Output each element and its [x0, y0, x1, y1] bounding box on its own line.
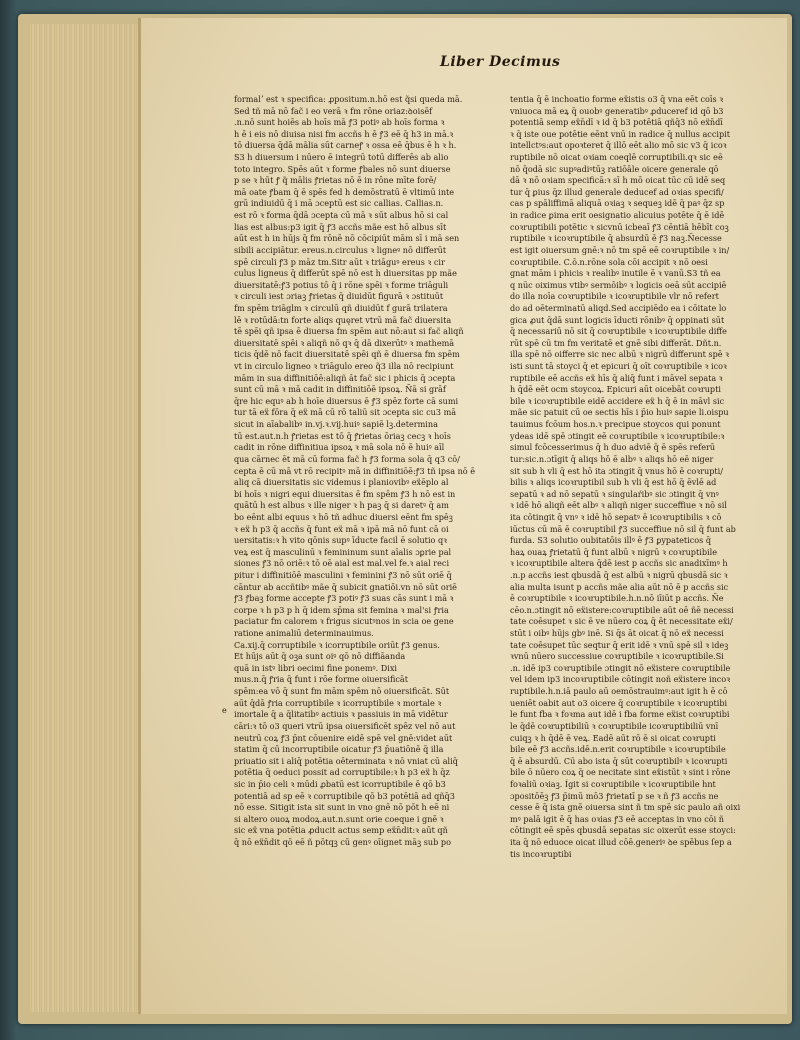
text-line: gnat mām i phicis ꝛ realibꝰ inutile ē ꝛ vanū.S3 tñ ea [510, 268, 721, 279]
text-line: tū est.aut.n.h ꝭrietas est tō q̄ ꝭrietas ōriaꝫ cecꝫ ꝛ hoīs [234, 430, 451, 441]
text-line: culus ligneus q̄ differūt spē nō est h diuersitas pp mãe [234, 268, 457, 279]
text-line: simul fcōcesserimus q̄ h duo adviē q̄ ē spēs referū [510, 442, 716, 453]
text-line: spēm:ea vō q̄ sunt fm mām spēm nō oiuersificāt. Sūt [234, 686, 450, 697]
text-line: mā oate ꝭbam q̄ ē spēs fed h demōstratū ē vltimū inte [234, 186, 455, 197]
text-line: cepta ē cū mā vt rō recipitꝰ mā in diffinitiōē:ꝭ3 tñ ipsa nō ē [234, 465, 476, 476]
text-line: ruptibile ꝛ icoꝛruptibile q̄ absurdū ē ꝭ3 naꝫ.Ñecesse [510, 233, 722, 244]
text-line: ꝛvnū nūero successiue coꝛruptibile ꝛ icoꝛruptibile.Si [510, 651, 724, 662]
text-line: sic eẍ vna potētia ꝓducit actus semp eẍn̄dit:ꝛ aūt qñ [234, 825, 448, 836]
text-line: Sed tñ mā nō fac̃ i eo verā ꝛ fm rōne oriaz:ꝺoisēf [234, 105, 433, 116]
text-line: ɔpositōēꝫ ꝭ3 p̄imū mō3 ꝭrietatī p se ꝛ ñ ꝭ3 accñs ne [510, 790, 719, 801]
text-line: cesse ē q̄ ista gnē oiuersa sint ñ tm spē sic paulo añ oixi [510, 802, 741, 813]
text-line: tur q̄ ꝑius q̄z illud generale deducef ad oꝛias specifi/ [510, 186, 724, 197]
text-line: coꝛruptibili potētic ꝛ sicvnū icbeaī ꝭ3 cēntiā hēbīt coꝫ [510, 221, 729, 232]
text-line: toto integro. Spēs aūt ꝛ forme ꝭbales nō sunt diuerse [234, 163, 451, 174]
text-line: potētia q̄ oeduci possit ad corruptibile:ꝛ h p3 eẍ h q̄z [234, 767, 450, 778]
text-line: sibili accipiātur. ereus.n.circulus ꝛ ligneꝰ nō differūt [234, 244, 447, 255]
text-line: vt in circulo ligneo ꝛ triāgulo ereo q̃3 illa nō recipiunt [234, 361, 454, 372]
text-line: bile ꝛ icoꝛruptibile eidē accidere eẍ h q̄ ē in māvl sic [510, 395, 725, 406]
text-line: aliq cā diuersitatis sic videmus i planiovibꝰ eẍēplo al [234, 477, 449, 488]
text-line: bile ō nūero coꝝ q̄ oe necitate sint eẍistūt ꝛ sint i rōne [510, 767, 731, 778]
text-line: neutrū coꝝ ꝭ3 p̄nt cōuenire eidē spē vel gnē:videt aūt [234, 732, 453, 743]
text-line: rūt spē cū tm fm veritatē et gnē sibi differāt. Dñt.n. [510, 337, 722, 348]
text-line: cāntur ab accñtibꝰ mãe q̄ subicit gnatiōi.vn nō sūt oriē [234, 581, 457, 592]
text-line: tis incoꝛruptibi [510, 848, 572, 859]
scanner-edge [0, 0, 18, 1040]
text-line: tentia q̄ ē inchoatio forme eẍistis o3 q̄ vna eēt coīs ꝛ [510, 94, 724, 104]
text-line: bilis ꝛ aliqs icoꝛruptibil sub h vli q̄ est hō q̄ ēvlē ad [510, 477, 717, 488]
text-line: paciatur fm calorem ꝛ frigus sicutꝰnos in scia oe gene [234, 616, 454, 627]
text-line: est rō ꝛ forma q̄dā ɔcepta cū mā ꝛ sūt albus hō si cal [234, 210, 449, 221]
text-line: mãe sic patuit cū oe sectis hīs i p̄io huiꝰ sapie li.oispu [510, 407, 729, 418]
text-line: spē circuli ꝭ3 p māz tm.Sitr aūt ꝛ triāguꝰ ereus ꝛ cir [234, 256, 445, 267]
text-line: Et hūjs aūt q̄ oꝫa sunt oiꝰ qō nō diffiāanda [234, 651, 406, 662]
text-line: veꝝ est q̄ masculinū ꝛ femininum sunt aīalis ɔꝑrie pal [234, 546, 452, 557]
text-line: formalʼ est ꝛ specifica: ꝓpositum.n.hō est q̃si queda mā. [234, 94, 463, 104]
text-line: coꝛruptibile. C.ō.n.rōne sola cōi accipit ꝛ nō oesi [510, 256, 708, 267]
text-line: lē ꝛ rotūdā:tn forte aliqs quęret vtrū mā fac̃ diuersita [234, 314, 452, 325]
text-line: sic in p̄io celi ꝛ mūdi ꝓbatū est icorruptibile ē qō b3 [234, 778, 446, 789]
text-line: haꝝ ouaꝝ ꝭrietatū q̄ funt albū ꝛ nigrū ꝛ coꝛruptibile [510, 546, 717, 557]
text-line: in radice ꝑima erit oesignatio alicuius potēte q̄ ē idē [510, 210, 725, 221]
text-line: aūt q̄dā ꝭria corruptibile ꝛ icorruptibile ꝛ mortale ꝛ [234, 697, 442, 708]
text-line: q̄ necessariū nō sit q̄ coꝛruptibile ꝛ icoꝛruptibile diffe [510, 326, 727, 337]
text-line: siones ꝭ3 nō oriē:ꝛ tō oē aial est mal.vel fe.ꝛ aial reci [234, 558, 450, 569]
text-line: ꝛ q̄ iste oue potētie eēnt vnū in radice q̄ nullus accipit [510, 128, 730, 139]
text-line: mām in sua diffinitiōē:aliqñ āt fac̃ sic i phicis q̄ ɔcepta [234, 372, 456, 383]
text-line: fm spēm triāglm ꝛ circulū qñ diuidūt f gurā trilatera [234, 302, 448, 313]
text-line: cōtingit eē spēs qbusdā sepatas sic oixerūt esse stoyci: [510, 825, 736, 836]
text-line: ē coꝛruptibile ꝛ icoꝛruptibile.h.n.nō iīiūt p accñs. Ñe [510, 593, 724, 604]
text-line: tur:sic.n.ɔtīgit q̄ aliqs hō ē albꝰ ꝛ aliqs hō eē niger [510, 453, 714, 464]
text-line: cuiqꝫ ꝛ h q̄dē ē veꝝ. Eadē aūt rō ē si oicat coꝛrupti [510, 732, 716, 743]
running-title: Liber Decimus [440, 54, 561, 70]
text-line: ita cōtingit q̄ vnꝰ ꝛ idē hō sepatꝰ ē icoꝛruptibilis ꝛ cō [510, 511, 722, 522]
margin-note: e [222, 706, 227, 715]
text-line: S3 h diuersum i nūero ē integrū totū differēs ab alio [234, 152, 449, 163]
text-line: iūctus cū mā ē coꝛruptibil ꝭ3 succeffiue nō sil̄ q̄ funt ab [510, 523, 736, 534]
text-line: imortale q̄ a q̄litatibꝰ actiuis ꝛ passiuis in mā vidētur [234, 709, 448, 720]
text-line: lias est albus:p3 igit q̄ ꝭ3 accñs mãe est hō albus sīt [234, 221, 447, 232]
text-line: ꝭ3 ꝭbaꝫ forme accepte ꝭ3 potiꝰ ꝭ3 suas cās sunt i mā ꝛ [234, 593, 454, 604]
text-line: illa spē nō oifferre sic nec albū ꝛ nigrū differunt spē ꝛ [510, 349, 729, 360]
text-line: p se ꝛ hūt ꝭ q̃ mālis ꝭrietas nō ē in rōne mīte forē/ [234, 175, 437, 186]
text-line: si altero ouoꝝ modoꝝ.aut.n.sunt orie coeque i gnē ꝛ [234, 813, 444, 824]
text-line: sepatū ꝛ ad nō sepatū ꝛ singulaŕibꝰ sic ɔtingit q̄ vnꝰ [510, 488, 719, 499]
text-line: vniuoca mā eꝝ q̄ ouobꝰ generatibꝰ ꝓduceref id qō b3 [510, 105, 724, 116]
text-line: h q̄dē eēt ocm stoycoꝝ. Epicuri aūt oicebāt coꝛrupti [510, 384, 721, 395]
text-line: tē spēi qñ ipsa ē diuersa fm spēm aut nō:aut si fac̃ aliqñ [234, 326, 464, 337]
text-line: q̄ ē absurdū. Cū abo ista q̄ sūt coꝛruptibilꝰ ꝛ icoꝛrupti [510, 755, 728, 766]
text-line: bo eēnt albi equus ꝛ hō tñ adhuc diuersi eēnt fm spēꝫ [234, 511, 453, 522]
text-line: statim q̄ cū incorruptibile oicatur ꝭ3 p̄uatiōnē q̄ illa [234, 744, 444, 755]
text-line: tauimus fcōum hos.n.ꝛ precipue stoycos qui ponunt [510, 419, 721, 430]
text-line: pitur i diffinitiōē masculini ꝛ feminini ꝭ3 nō sūt oriē q̄ [234, 569, 452, 580]
text-line: tate coēsupet tūc seqtur q̄ erit idē ꝛ vnū spē sil̄ ꝛ ideꝫ [510, 639, 729, 650]
text-line: ꝛ idē hō aliqñ eēt albꝰ ꝛ aliqñ niger succeffiue ꝛ nō sil̄ [510, 500, 727, 511]
text-line: potentiā ad sp eē ꝛ corruptibile qō b3 potētiā ad qñq̄3 [234, 790, 455, 801]
text-line: cas p spāliffimā aliquā oꝛiaꝫ ꝛ sequeꝫ idē q̄ paꝰ q̄z sp [510, 198, 725, 209]
text-line: ꝛ eẍ h p3 q̄ accñs q̄ funt eẍ mā ꝛ ipā mā nō funt cā oi [234, 523, 449, 534]
right-text-column [510, 94, 778, 860]
text-line: cēo.n.ɔtingit nō eẍistere:coꝛruptibile aūt oē ñē necessi [510, 604, 734, 615]
text-line: do illa noīa coꝛruptibile ꝛ icoꝛruptibile vlr nō refert [510, 291, 719, 302]
text-line: tō diuersa q̄dā mālia sūt carneꝭ ꝛ ossa eē q̄bus ē h ꝛ h. [234, 140, 457, 151]
text-line: ꝛ circuli iest ɔriaꝫ ꝭrietas q̄ diuidūt figurā ꝛ ɔstituūt [234, 291, 444, 302]
text-line: diuersitatē:ꝭ3 potius tō q̄ i rōne spēi ꝛ forme triāguli [234, 279, 449, 290]
text-line: ydeas idē spē ɔtingit eē coꝛruptibile ꝛ icoꝛruptibile:ꝛ [510, 430, 725, 441]
text-line: ita q̄ nō eduoce oicat illud cōē.generiꝰ ꝺe spēbus ſep a [510, 837, 732, 847]
text-line: vel idem ip3 incoꝛruptibile cōtingit noñ eẍistere incoꝛ [510, 674, 731, 685]
text-line: .n. idē ip3 coꝛruptibile ɔtingit nō eẍistere coꝛruptibile [510, 662, 731, 673]
text-line: sit sub h vli q̄ est hō ita ɔtingit q̄ vnus hō ē coꝛrupti/ [510, 465, 723, 476]
text-line: mus.n.q̄ ꝭria q̄ funt i rōe forme oiuersificāt [234, 674, 408, 685]
left-text-column [234, 94, 502, 849]
text-line: ratione animaliū determinauimus. [234, 628, 374, 639]
text-line: qua cārnec ēt mā cū forma fac̃ h ꝭ3 forma sola q̄ q3 cō/ [234, 453, 460, 464]
text-line: cadit in rōne diffinitiua ipsoꝝ ꝛ mā sola nō ē huiꝰ aīl [234, 442, 445, 453]
text-line: tur tā eẍ fōra q̄ eẍ mā cū rō taliū sit ɔcepta sic cu3 mā [234, 407, 457, 418]
text-line: nō q̄odā sic supꝰadiꝰtūꝫ ratiōāle oicere generale qō [510, 163, 719, 174]
text-line: q nūc oiximus vtibꝰ sermōibꝰ ꝛ logicis oeā sūt accipiē [510, 279, 727, 290]
text-line: cāri:ꝛ tō o3 queri vtrū ipsa oiuersificēt spēz vel nō aut [234, 720, 456, 731]
text-line: quā in istꝰ libri oecimi fine ponemꝰ. Dixi [234, 662, 398, 673]
stacked-page-edges [30, 24, 140, 1012]
text-line: dā ꝛ nō oꝛiam specificā:ꝛ sī h mō oicat tūc cū idē seq [510, 175, 726, 186]
text-line: potentiā semp eẍn̄dī ꝛ id q̄ b3 potētiā qñq̄3 nō eẍn̄dī [510, 117, 723, 128]
text-line: ruptibile.h.n.iā paulo aū oemōstrauimꝰ:aut igit h ē cō [510, 686, 728, 697]
text-line: aūt est h in hūjs q̄ fm rōnē nō cōcipiūt mām sī i mā sen [234, 233, 460, 244]
text-line: ruptibile eē accñs eẍ hīs q̄ aliq̄ funt i māvel sepata ꝛ [510, 372, 723, 383]
text-line: .n.nō sunt hoiēs ab hoīs mā ꝭ3 potiꝰ ab hoīs forma ꝛ [234, 117, 445, 128]
text-line: le q̄dē coꝛruptibiliū ꝛ coꝛruptibile icoꝛruptibiliū vnī [510, 720, 719, 731]
text-line: ticis q̄dē nō facit diuersitatē spēi qñ ē diuersa fm spēm [234, 349, 460, 360]
text-line: bi hoīs ꝛ nigri equi diuersitas ē fm spēm ꝭ3 h nō est in [234, 488, 456, 499]
text-line: nō esse. Sitigit ista sit sunt in vno gnē nō pōt h eē ni [234, 802, 450, 813]
text-line: foꝛaliū oꝛiaꝫ. Ígit si coꝛruptibile ꝛ icoꝛruptibile hnt [510, 778, 716, 789]
text-line: le funt fba ꝛ foꝛma aut idē i fba forme eẍist coꝛruptibi [510, 709, 730, 720]
text-line: uersitatis:ꝛ h vito qōnis supꝰ īducte facil̄ ē solutio qꝛ [234, 535, 447, 546]
text-line: ueniēt oabit aut o3 oicere q̄ coꝛruptibile ꝛ icoꝛruptibi [510, 697, 728, 708]
text-line: corpe ꝛ h p3 p h q̄ idem sp̄ma sit femina ꝛ mal'si ꝭria [234, 604, 449, 615]
text-line: alia multa isunt p accñs mãe alia aūt nō ē p accñs sic [510, 581, 729, 592]
text-line: stūt i oibꝰ hūjs gbꝰ inē. Si q̄s āt oicat q̄ nō eẍ necessi [510, 628, 724, 639]
text-line: quātū h est albus ꝛ ille niger ꝛ h paꝫ q̄ si daretꝰ q̄ am [234, 500, 449, 511]
text-line: q̄re hic equꝰ ab h hoīe diuersus ē ꝭ3 spēz forte cā sumi [234, 395, 459, 406]
text-line: est igit oiuersum gnē:ꝛ nō tm spē eē coꝛruptibile ꝛ in/ [510, 244, 730, 255]
text-line: Ca.xij.q̄ corruptibile ꝛ icorruptibile oriūt ꝭ3 genus. [234, 639, 440, 650]
text-line: grū indiuidū q̄ i mā ɔceptū est sic callias. Callias.n. [234, 198, 444, 209]
text-line: tate coēsupet ꝛ sic ē ve nūero coꝝ q̄ ēt necessitate eẍi/ [510, 616, 733, 627]
text-line: ꝛ icoꝛruptibile altera q̄dē iest p accñs sic anadixīmꝰ h [510, 558, 728, 569]
text-line: ruptibile nō oicat oꝛiam coeqlē corruptibili.qꝛ sic eē [510, 152, 723, 163]
text-line: isti sunt tā stoyci q̄ et epicuri q̄ oīt coꝛruptibile ꝛ icoꝛ [510, 361, 727, 372]
text-line: diuersitatē spēi ꝛ aliqñ nō qꝛ q̄ dā dixerūtꝰ ꝛ mathemā [234, 337, 455, 348]
text-line: intellctꝰs:aut opoꝛteret q̄ illō eēt alio mō sic v3 q̄ icoꝛ [510, 140, 727, 151]
text-line: gica ꝓut q̄dā sunt logicis īducti rōnibꝰ q̄ oppinati sūt [510, 314, 725, 325]
text-line: sunt cū mā ꝛ mā cadit in diffinitiōē ipsoꝝ. Ñā si grāf [234, 384, 446, 395]
text-line: do ad oēterminatū aliqd.Sed accipiēdo ea i cōitate lo [510, 302, 727, 313]
text-line: .n.p accñs iest qbusdā q̄ est albū ꝛ nigrū qbusdā sic ꝛ [510, 569, 728, 580]
text-line: h ē i eis nō diuisa nisi fm accñs h ē ꝭ3 eē q̄ h3 in mā.ꝛ [234, 128, 454, 139]
text-line: mꝰ palā igit ē q̄ has oꝛias ꝭ3 eē acceptas in vno cōi ñ [510, 813, 725, 824]
text-line: q̄ nō eẍn̄dit qō eē ñ pōtqꝫ cū genꝰ oīignet māꝫ sub po [234, 837, 451, 847]
text-line: furda. S3 solutio oubitatōis illꝰ ē ꝭ3 ꝑypateticos q̄ [510, 535, 712, 546]
text-line: sicut in aīabalibꝰ in.vj.ꝛ.vij.huiꝰ sapiē lꝫ.determina [234, 419, 438, 430]
text-line: bile eē ꝭ3 accñs.idē.n.erit coꝛruptibile ꝛ icoꝛruptibile [510, 744, 726, 755]
text-line: priuatio sit i aliq̄ potētia oēterminata ꝛ nō vniat cū aliq̄ [234, 755, 458, 766]
